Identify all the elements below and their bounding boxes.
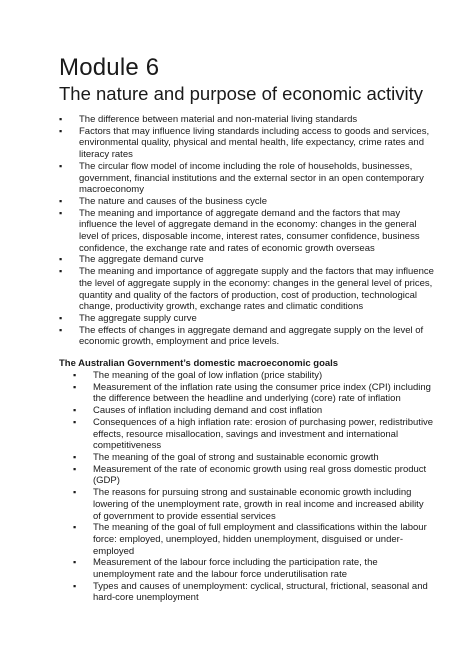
list-item-text: The circular flow model of income including the role of households, businesses, government, financial institutions and the external sector in an open contemporary macroeconomy — [79, 160, 424, 196]
list-item — [59, 325, 434, 348]
section-bullet-list — [73, 370, 434, 604]
bullet-icon: ▪ — [59, 114, 63, 124]
bullet-icon: ▪ — [73, 381, 77, 392]
list-item — [73, 370, 434, 382]
list-item-text: The nature and causes of the business cycle — [79, 195, 268, 207]
list-item-text: Measurement of the inflation rate using the consumer price index (CPI) including the difference between the headline and underlying (core) rate of inflation — [93, 381, 431, 405]
list-item — [59, 254, 434, 266]
list-item — [59, 208, 434, 255]
bullet-icon: ▪ — [73, 580, 77, 591]
list-item — [73, 487, 434, 522]
list-item — [73, 417, 434, 452]
list-item — [59, 126, 434, 161]
list-item — [73, 557, 434, 580]
list-item-text: Causes of inflation including demand and cost inflation — [93, 405, 323, 417]
list-item-text: Consequences of a high inflation rate: erosion of purchasing power, redistributive effects, resource misallocation, savings and investment and international competitiveness — [93, 416, 434, 452]
list-item — [59, 196, 434, 208]
list-item-text: Factors that may influence living standards including access to goods and services, environmental quality, physical and mental health, life expectancy, crime rates and literacy rates — [79, 125, 430, 161]
page-subtitle: The nature and purpose of economic activity — [59, 83, 424, 104]
bullet-icon: ▪ — [73, 405, 77, 416]
bullet-icon: ▪ — [59, 324, 63, 335]
list-item-text: Measurement of the labour force including the participation rate, the unemployment rate and the labour force underutilisation rate — [93, 557, 378, 581]
intro-bullet-list — [59, 114, 434, 348]
bullet-icon: ▪ — [59, 266, 63, 277]
list-item-text: The meaning and importance of aggregate supply and the factors that may influence the level of aggregate supply in the economy: changes in the general level of prices, quantity and quality of the factors of production, cost of production, technological change, productivity growth, exchange rates and climatic conditions — [79, 266, 434, 313]
list-item — [73, 405, 434, 417]
bullet-icon: ▪ — [73, 557, 77, 568]
bullet-icon: ▪ — [73, 463, 77, 474]
list-item-text: Measurement of the rate of economic growth using real gross domestic product (GDP) — [93, 463, 427, 487]
list-item — [73, 581, 434, 604]
list-item — [73, 452, 434, 464]
list-item-text: The meaning of the goal of low inflation (price stability) — [93, 370, 323, 382]
bullet-icon: ▪ — [59, 195, 63, 206]
section-heading: The Australian Government’s domestic macroeconomic goals — [59, 358, 339, 370]
list-item-text: The reasons for pursuing strong and sustainable economic growth including lowering of the unemployment rate, growth in real income and increased ability of government to provide essential services — [93, 487, 424, 522]
list-item-text: The effects of changes in aggregate demand and aggregate supply on the level of economic growth, employment and price levels. — [79, 324, 424, 348]
bullet-icon: ▪ — [59, 160, 63, 171]
page-title: Module 6 — [59, 54, 160, 81]
list-item-text: The meaning of the goal of strong and sustainable economic growth — [93, 451, 379, 463]
list-item — [59, 114, 434, 126]
list-item-text: The meaning and importance of aggregate demand and the factors that may influence the level of aggregate demand in the economy: changes in the general level of prices, disposable income, interest rates, consumer confidence, business confidence, the exchange rate and rates of economic growth overseas — [79, 207, 420, 254]
bullet-icon: ▪ — [73, 451, 77, 462]
list-item — [59, 161, 434, 196]
bullet-icon: ▪ — [59, 312, 63, 323]
list-item — [73, 522, 434, 557]
bullet-icon: ▪ — [73, 522, 77, 533]
bullet-icon: ▪ — [73, 370, 77, 381]
list-item-text: The aggregate demand curve — [79, 254, 204, 266]
list-item-text: The difference between material and non-material living standards — [79, 114, 358, 125]
list-item-text: Types and causes of unemployment: cyclical, structural, frictional, seasonal and hard-core unemployment — [93, 580, 428, 604]
bullet-icon: ▪ — [59, 125, 63, 136]
list-item — [73, 464, 434, 487]
list-item — [59, 313, 434, 325]
list-item — [59, 266, 434, 313]
bullet-icon: ▪ — [73, 416, 77, 427]
list-item — [73, 382, 434, 405]
list-item-text: The meaning of the goal of full employment and classifications within the labour force: employed, unemployed, hidden unemployment, disguised or under-employed — [93, 522, 427, 557]
list-item-text: The aggregate supply curve — [79, 312, 197, 324]
bullet-icon: ▪ — [73, 487, 77, 498]
bullet-icon: ▪ — [59, 207, 63, 218]
bullet-icon: ▪ — [59, 254, 63, 265]
